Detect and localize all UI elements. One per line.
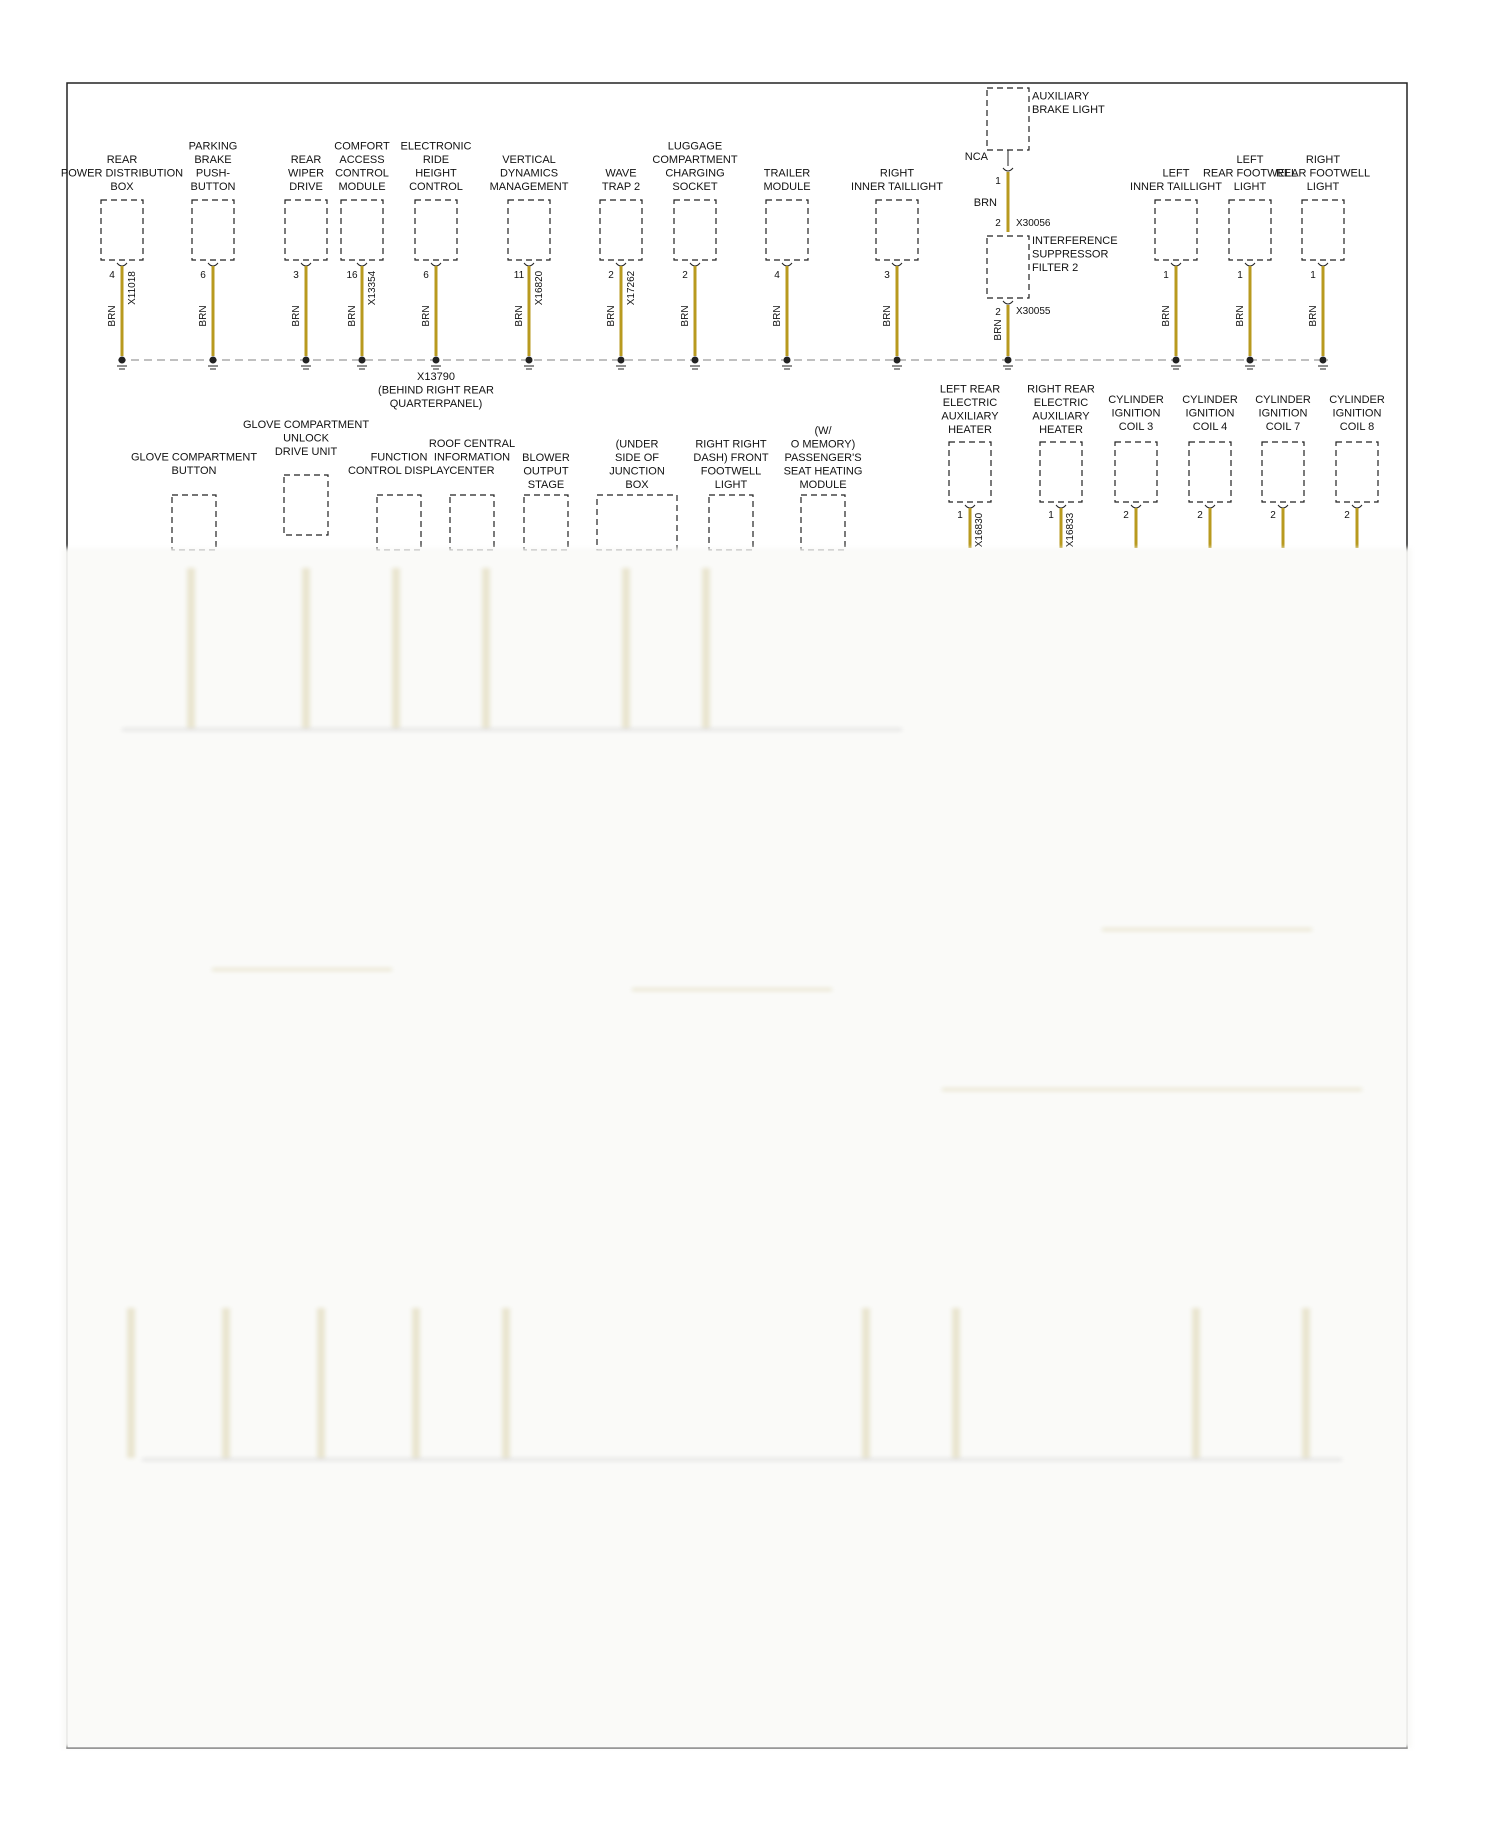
component-electronic-ride-ground (433, 357, 440, 364)
component-parking-brake-wire-label: BRN (198, 305, 209, 327)
blurred-region (62, 548, 1412, 1748)
component-luggage-socket-connector (690, 263, 700, 266)
component-luggage-socket-pin: 2 (682, 270, 688, 281)
aux-brake-wire-label: BRN (973, 197, 997, 209)
aux-filter-pin-bottom: 2 (995, 307, 1001, 318)
component-wave-trap-wire-label: BRN (606, 305, 617, 327)
component-left-rear-footwell-label: LIGHT (1233, 181, 1267, 193)
component-seat-heating-box (801, 495, 845, 550)
component-coil8-label: CYLINDER (1329, 394, 1385, 406)
component-right-rear-heater-conn-label: X16833 (1065, 512, 1076, 548)
interference-filter-label: FILTER 2 (1032, 262, 1079, 274)
component-coil3-connector (1131, 505, 1141, 508)
component-left-inner-tail-connector (1171, 263, 1181, 266)
component-coil7-label: IGNITION (1258, 407, 1308, 420)
component-left-rear-heater-conn-label: X16830 (974, 512, 985, 548)
component-right-dash-footwell-label: LIGHT (714, 479, 748, 491)
component-coil7-connector (1278, 505, 1288, 508)
component-glove-button-label: GLOVE COMPARTMENT (130, 451, 258, 464)
component-right-inner-tail-ground (894, 357, 901, 364)
component-comfort-access-label: COMFORT (334, 140, 390, 153)
component-right-inner-tail-pin: 3 (884, 270, 890, 281)
component-function-display-box (377, 495, 421, 550)
component-rear-pdb-conn-label: X11018 (127, 271, 138, 305)
component-rear-wiper-box (285, 200, 327, 260)
component-vertical-dynamics-connector (524, 263, 534, 266)
component-left-rear-footwell-label: LEFT (1236, 154, 1264, 166)
component-left-rear-heater-box (949, 442, 991, 502)
component-trailer-box (766, 200, 808, 260)
component-luggage-socket-wire-label: BRN (680, 305, 691, 327)
component-glove-unlock-label: DRIVE UNIT (274, 446, 338, 458)
component-right-rear-footwell-box (1302, 200, 1344, 260)
component-blower-label: BLOWER (522, 452, 570, 464)
component-blower-label: OUTPUT (523, 465, 569, 478)
component-parking-brake-label: PARKING (188, 140, 238, 153)
aux-brake-pin-top: 1 (995, 176, 1001, 187)
component-vertical-dynamics-pin: 11 (513, 270, 525, 281)
component-comfort-access-wire-label: BRN (347, 305, 358, 327)
component-function-display-label: FUNCTION (370, 451, 428, 464)
component-trailer-label: TRAILER (763, 167, 811, 180)
component-junction-label: BOX (625, 479, 649, 491)
component-right-inner-tail-wire-label: BRN (882, 305, 893, 327)
component-electronic-ride-label: HEIGHT (415, 167, 457, 180)
component-vertical-dynamics-wire-label: BRN (514, 305, 525, 327)
component-rear-wiper-ground (303, 357, 310, 364)
component-junction-box (597, 495, 677, 550)
component-rear-wiper-label: DRIVE (289, 181, 323, 193)
component-right-rear-heater-label: ELECTRIC (1033, 397, 1089, 409)
interference-filter-wire-label: BRN (993, 319, 1004, 341)
component-left-rear-heater-pin: 1 (957, 510, 963, 521)
component-coil7-box (1262, 442, 1304, 502)
component-parking-brake-box (192, 200, 234, 260)
component-coil7-label: COIL 7 (1265, 421, 1301, 433)
ground-x13790-label: QUARTERPANEL) (389, 398, 483, 410)
component-roof-info-label: INFORMATION (433, 451, 511, 464)
component-left-rear-heater-label: AUXILIARY (941, 410, 999, 423)
component-blower-box (524, 495, 568, 550)
component-wave-trap-label: WAVE (605, 167, 637, 180)
component-right-rear-footwell-pin: 1 (1310, 270, 1316, 281)
interference-filter-ground (1005, 357, 1012, 364)
component-coil8-box (1336, 442, 1378, 502)
component-comfort-access-label: MODULE (338, 181, 386, 193)
component-right-dash-footwell-label: DASH) FRONT (693, 452, 769, 464)
component-comfort-access-label: CONTROL (335, 167, 389, 180)
component-rear-pdb-pin: 4 (109, 270, 115, 281)
component-right-dash-footwell-label: FOOTWELL (700, 465, 762, 478)
component-seat-heating-label: SEAT HEATING (783, 465, 863, 478)
component-comfort-access-box (341, 200, 383, 260)
component-rear-wiper-label: WIPER (287, 167, 325, 180)
component-rear-wiper-label: REAR (290, 154, 322, 166)
component-right-dash-footwell-box (709, 495, 753, 550)
component-wave-trap-conn-label: X17262 (626, 270, 637, 306)
component-parking-brake-ground (210, 357, 217, 364)
aux-brake-nca-label: NCA (964, 151, 988, 163)
component-left-inner-tail-wire-label: BRN (1161, 305, 1172, 327)
component-left-rear-footwell-box (1229, 200, 1271, 260)
component-rear-pdb-connector (117, 263, 127, 266)
component-rear-pdb-ground (119, 357, 126, 364)
interference-filter-box (987, 236, 1029, 298)
component-left-rear-footwell-connector (1245, 263, 1255, 266)
component-electronic-ride-pin: 6 (423, 270, 429, 281)
component-comfort-access-ground (359, 357, 366, 364)
component-blower-label: STAGE (527, 479, 565, 491)
component-coil7-pin: 2 (1270, 510, 1276, 521)
component-right-rear-heater-connector (1056, 505, 1066, 508)
component-parking-brake-label: BUTTON (190, 181, 236, 193)
component-right-inner-tail-box (876, 200, 918, 260)
component-comfort-access-pin: 16 (346, 270, 358, 281)
component-glove-unlock-label: UNLOCK (283, 432, 329, 445)
component-coil3-pin: 2 (1123, 510, 1129, 521)
component-coil4-box (1189, 442, 1231, 502)
component-junction-label: (UNDER (615, 438, 659, 451)
component-luggage-socket-label: CHARGING (665, 167, 725, 180)
component-wave-trap-connector (616, 263, 626, 266)
component-coil8-label: COIL 8 (1339, 421, 1375, 433)
component-vertical-dynamics-conn-label: X16820 (534, 270, 545, 306)
component-wave-trap-box (600, 200, 642, 260)
component-seat-heating-label: PASSENGER'S (784, 452, 862, 464)
component-rear-pdb-label: REAR (106, 154, 138, 166)
component-coil3-box (1115, 442, 1157, 502)
component-coil7-label: CYLINDER (1255, 394, 1311, 406)
component-right-rear-heater-label: AUXILIARY (1032, 410, 1090, 423)
aux-filter-conn-mid: X30056 (1016, 218, 1051, 229)
component-left-inner-tail-ground (1173, 357, 1180, 364)
component-glove-button-label: BUTTON (171, 465, 217, 477)
component-electronic-ride-label: CONTROL (409, 181, 463, 193)
component-junction-label: SIDE OF (614, 452, 660, 464)
component-coil8-pin: 2 (1344, 510, 1350, 521)
component-rear-pdb-wire-label: BRN (107, 305, 118, 327)
component-left-rear-footwell-wire-label: BRN (1235, 305, 1246, 327)
component-roof-info-box (450, 495, 494, 550)
component-vertical-dynamics-label: VERTICAL (502, 154, 556, 166)
component-electronic-ride-box (415, 200, 457, 260)
component-luggage-socket-box (674, 200, 716, 260)
component-parking-brake-label: PUSH- (195, 167, 231, 180)
component-left-inner-tail-label: INNER TAILLIGHT (1130, 181, 1222, 193)
component-vertical-dynamics-label: MANAGEMENT (489, 181, 569, 193)
interference-filter-label: SUPPRESSOR (1032, 248, 1109, 261)
component-luggage-socket-label: COMPARTMENT (652, 154, 738, 166)
component-rear-wiper-connector (301, 263, 311, 266)
component-seat-heating-label: O MEMORY) (790, 438, 856, 451)
component-seat-heating-label: MODULE (799, 479, 847, 491)
component-coil8-label: IGNITION (1332, 407, 1382, 420)
component-vertical-dynamics-label: DYNAMICS (499, 167, 559, 180)
component-coil4-label: CYLINDER (1182, 394, 1238, 406)
component-trailer-wire-label: BRN (772, 305, 783, 327)
component-right-rear-footwell-label: REAR FOOTWELL (1275, 167, 1371, 180)
component-right-rear-footwell-connector (1318, 263, 1328, 266)
component-rear-pdb-box (101, 200, 143, 260)
component-electronic-ride-label: RIDE (422, 154, 450, 166)
aux-brake-light-box (987, 88, 1029, 150)
component-comfort-access-connector (357, 263, 367, 266)
aux-brake-connector (1003, 168, 1013, 171)
component-left-rear-heater-label: LEFT REAR (939, 383, 1001, 396)
component-coil4-connector (1205, 505, 1215, 508)
component-right-rear-footwell-wire-label: BRN (1308, 305, 1319, 327)
component-parking-brake-pin: 6 (200, 270, 206, 281)
component-trailer-pin: 4 (774, 270, 780, 281)
component-right-inner-tail-label: RIGHT (879, 167, 915, 180)
component-left-inner-tail-box (1155, 200, 1197, 260)
component-glove-unlock-label: GLOVE COMPARTMENT (242, 419, 370, 431)
component-coil4-pin: 2 (1197, 510, 1203, 521)
component-trailer-label: MODULE (763, 181, 811, 193)
component-coil4-label: COIL 4 (1192, 421, 1228, 433)
component-roof-info-label: ROOF CENTRAL (428, 438, 516, 450)
component-comfort-access-label: ACCESS (339, 154, 385, 166)
component-electronic-ride-connector (431, 263, 441, 266)
component-left-rear-heater-label: HEATER (948, 424, 992, 436)
component-right-inner-tail-label: INNER TAILLIGHT (851, 181, 943, 193)
component-wave-trap-label: TRAP 2 (601, 181, 641, 193)
component-vertical-dynamics-ground (526, 357, 533, 364)
component-coil3-label: CYLINDER (1108, 394, 1164, 406)
component-rear-pdb-label: BOX (110, 181, 134, 193)
component-trailer-connector (782, 263, 792, 266)
component-parking-brake-connector (208, 263, 218, 266)
component-left-rear-footwell-label: REAR FOOTWELL (1202, 167, 1298, 180)
component-rear-wiper-wire-label: BRN (291, 305, 302, 327)
component-right-rear-heater-label: HEATER (1039, 424, 1083, 436)
component-vertical-dynamics-box (508, 200, 550, 260)
component-left-inner-tail-label: LEFT (1162, 167, 1190, 180)
component-seat-heating-label: (W/ (814, 425, 832, 437)
interference-filter-label: INTERFERENCE (1032, 235, 1118, 247)
component-parking-brake-label: BRAKE (194, 154, 232, 166)
component-left-rear-heater-connector (965, 505, 975, 508)
component-left-rear-footwell-pin: 1 (1237, 270, 1243, 281)
component-roof-info-label: CENTER (449, 465, 495, 477)
component-coil4-label: IGNITION (1185, 407, 1235, 420)
component-comfort-access-conn-label: X13354 (367, 270, 378, 306)
component-left-rear-heater-label: ELECTRIC (942, 397, 998, 409)
component-right-inner-tail-connector (892, 263, 902, 266)
component-electronic-ride-label: ELECTRONIC (400, 140, 472, 153)
component-luggage-socket-ground (692, 357, 699, 364)
ground-x13790-label: X13790 (417, 371, 455, 383)
component-function-display-label: CONTROL DISPLAY (347, 465, 451, 477)
ground-x13790-label: (BEHIND RIGHT REAR (378, 384, 494, 397)
component-right-rear-footwell-label: RIGHT (1305, 154, 1341, 166)
component-right-rear-heater-box (1040, 442, 1082, 502)
component-right-rear-heater-label: RIGHT REAR (1027, 383, 1095, 396)
aux-brake-light-label: AUXILIARY (1032, 90, 1090, 103)
component-right-rear-heater-pin: 1 (1048, 510, 1054, 521)
component-coil3-label: COIL 3 (1118, 421, 1154, 433)
component-electronic-ride-wire-label: BRN (421, 305, 432, 327)
component-right-dash-footwell-label: RIGHT RIGHT (695, 438, 767, 451)
component-glove-button-box (172, 495, 216, 550)
component-luggage-socket-label: SOCKET (672, 181, 718, 193)
aux-brake-light-label: BRAKE LIGHT (1032, 104, 1105, 116)
component-rear-pdb-label: POWER DISTRIBUTION (60, 167, 184, 180)
component-left-rear-footwell-ground (1247, 357, 1254, 364)
component-left-inner-tail-pin: 1 (1163, 270, 1169, 281)
component-wave-trap-pin: 2 (608, 270, 614, 281)
interference-filter-connector (1003, 301, 1013, 304)
component-trailer-ground (784, 357, 791, 364)
component-right-rear-footwell-ground (1320, 357, 1327, 364)
component-wave-trap-ground (618, 357, 625, 364)
aux-filter-conn-bottom: X30055 (1016, 306, 1051, 317)
aux-filter-pin-mid: 2 (995, 218, 1001, 229)
component-rear-wiper-pin: 3 (293, 270, 299, 281)
component-right-rear-footwell-label: LIGHT (1306, 181, 1340, 193)
component-junction-label: JUNCTION (609, 465, 665, 478)
component-coil3-label: IGNITION (1111, 407, 1161, 420)
component-glove-unlock-box (284, 475, 328, 535)
component-coil8-connector (1352, 505, 1362, 508)
component-luggage-socket-label: LUGGAGE (667, 140, 723, 153)
